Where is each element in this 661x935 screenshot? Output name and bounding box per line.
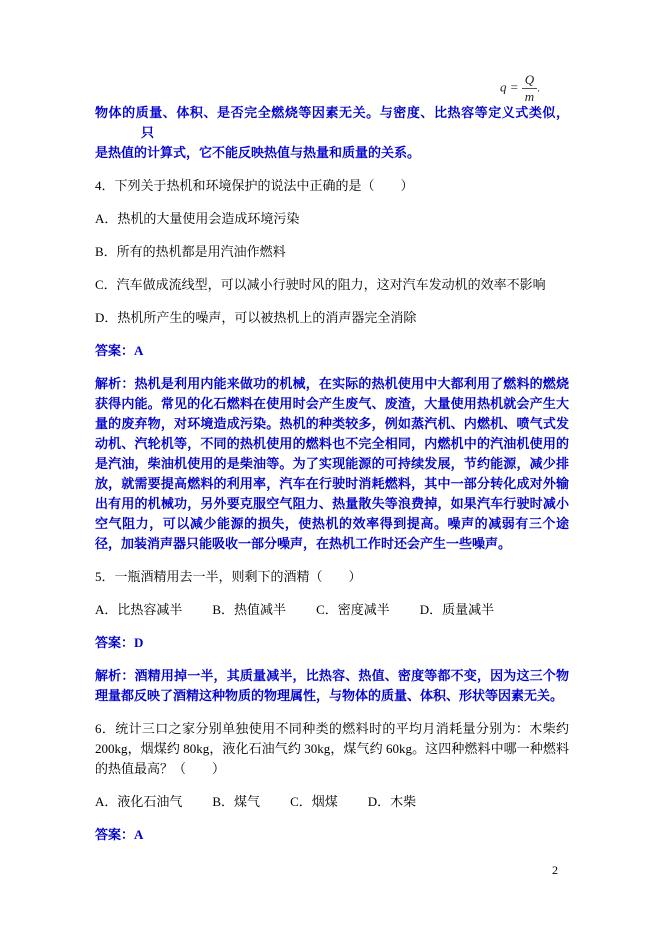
heat-value-formula [500, 73, 540, 104]
formula-numerator: Q [522, 73, 537, 89]
intro-text-line1-end: 只 [141, 125, 155, 140]
intro-text-line2: 是热值的计算式，它不能反映热值与热量和质量的关系。 [95, 145, 421, 160]
document-content [95, 72, 569, 858]
intro-paragraph [95, 72, 569, 163]
question-6-block [95, 719, 569, 845]
analysis-text: 热机是利用内能来做功的机械，在实际的热机使用中大都利用了燃料的燃烧获得内能。常见的化石燃料在使用时会产生废气、废渣，大量使用热机就会产生大量的废弃物，对环境造成污染。热机的种类较多，例如蒸汽机、内燃机、喷气式发动机、汽轮机等，不同的热机使用的燃料也不完全相同，内燃机中的汽油机使用的是汽油，柴油机使用的是柴油等。为了实现能源的可持续发展，节约能源，减少排放，就需要提高燃料的利用率，汽车在行驶时消耗燃料，其中一部分转化成对外输出有用的机械功，另外要克服空气阻力、热量散失等浪费掉，如果汽车行驶时减小空气阻力，可以减少能源的损失，使热机的效率得到提高。噪声的减弱有三个途径，加装消声器只能吸收一部分噪声，在热机工作时还会产生一些噪声。 [95, 376, 569, 551]
question-6-options-row [95, 792, 569, 812]
question-4-block [95, 176, 569, 554]
question-6-answer-line [95, 825, 569, 845]
question-5-options-row [95, 600, 569, 620]
question-6-option-a: A．液化石油气 [95, 794, 183, 809]
formula-equals: = [509, 79, 519, 95]
question-4-option-d: D．热机所产生的噪声，可以被热机上的消声器完全消除 [95, 310, 417, 325]
question-5-option-b: B．热值减半 [212, 602, 287, 617]
question-6-stem: 6．统计三口之家分别单独使用不同种类的燃料时的平均月消耗量分别为：木柴约 200kg，烟煤约 80kg，液化石油气约 30kg，煤气约 60kg。这四种燃料中哪一种燃料的热值最高？（ ） [95, 721, 569, 776]
answer-label: 答案： [95, 635, 135, 650]
question-4-stem: 4．下列关于热机和环境保护的说法中正确的是（ ） [95, 178, 414, 193]
answer-value: A [134, 343, 144, 358]
analysis-label: 解析： [95, 668, 135, 683]
question-4-option-c: C．汽车做成流线型，可以减小行驶时风的阻力，这对汽车发动机的效率不影响 [95, 277, 546, 292]
page-number: 2 [552, 863, 558, 877]
question-5-analysis [95, 666, 569, 706]
question-5-option-c: C．密度减半 [316, 602, 390, 617]
question-6-option-b: B．煤气 [212, 794, 261, 809]
answer-label: 答案： [95, 827, 135, 842]
answer-value: D [134, 635, 144, 650]
formula-lhs: q [500, 79, 507, 95]
question-4-answer-line [95, 341, 569, 361]
question-5-option-d: D．质量减半 [419, 602, 495, 617]
formula-trailing-dot: . [537, 82, 540, 95]
formula-fraction [522, 73, 537, 104]
question-5-option-a: A．比热容减半 [95, 602, 183, 617]
question-4-option-a: A．热机的大量使用会造成环境污染 [95, 211, 300, 226]
question-5-stem: 5．一瓶酒精用去一半，则剩下的酒精（ ） [95, 569, 362, 584]
question-4-option-b: B．所有的热机都是用汽油作燃料 [95, 244, 286, 259]
analysis-label: 解析： [95, 376, 135, 391]
question-4-analysis [95, 374, 569, 554]
question-6-option-d: D．木柴 [367, 794, 417, 809]
analysis-text: 酒精用掉一半，其质量减半，比热容、热值、密度等都不变，因为这三个物理量都反映了酒精这种物质的物理属性，与物体的质量、体积、形状等因素无关。 [95, 668, 569, 703]
question-5-answer-line [95, 633, 569, 653]
answer-value: A [134, 827, 144, 842]
intro-text-line1: 物体的质量、体积、是否完全燃烧等因素无关。与密度、比热容等定义式类似， [95, 105, 569, 120]
question-5-block [95, 567, 569, 706]
question-6-option-c: C．烟煤 [290, 794, 338, 809]
formula-denominator: m [524, 89, 535, 104]
answer-label: 答案： [95, 343, 135, 358]
